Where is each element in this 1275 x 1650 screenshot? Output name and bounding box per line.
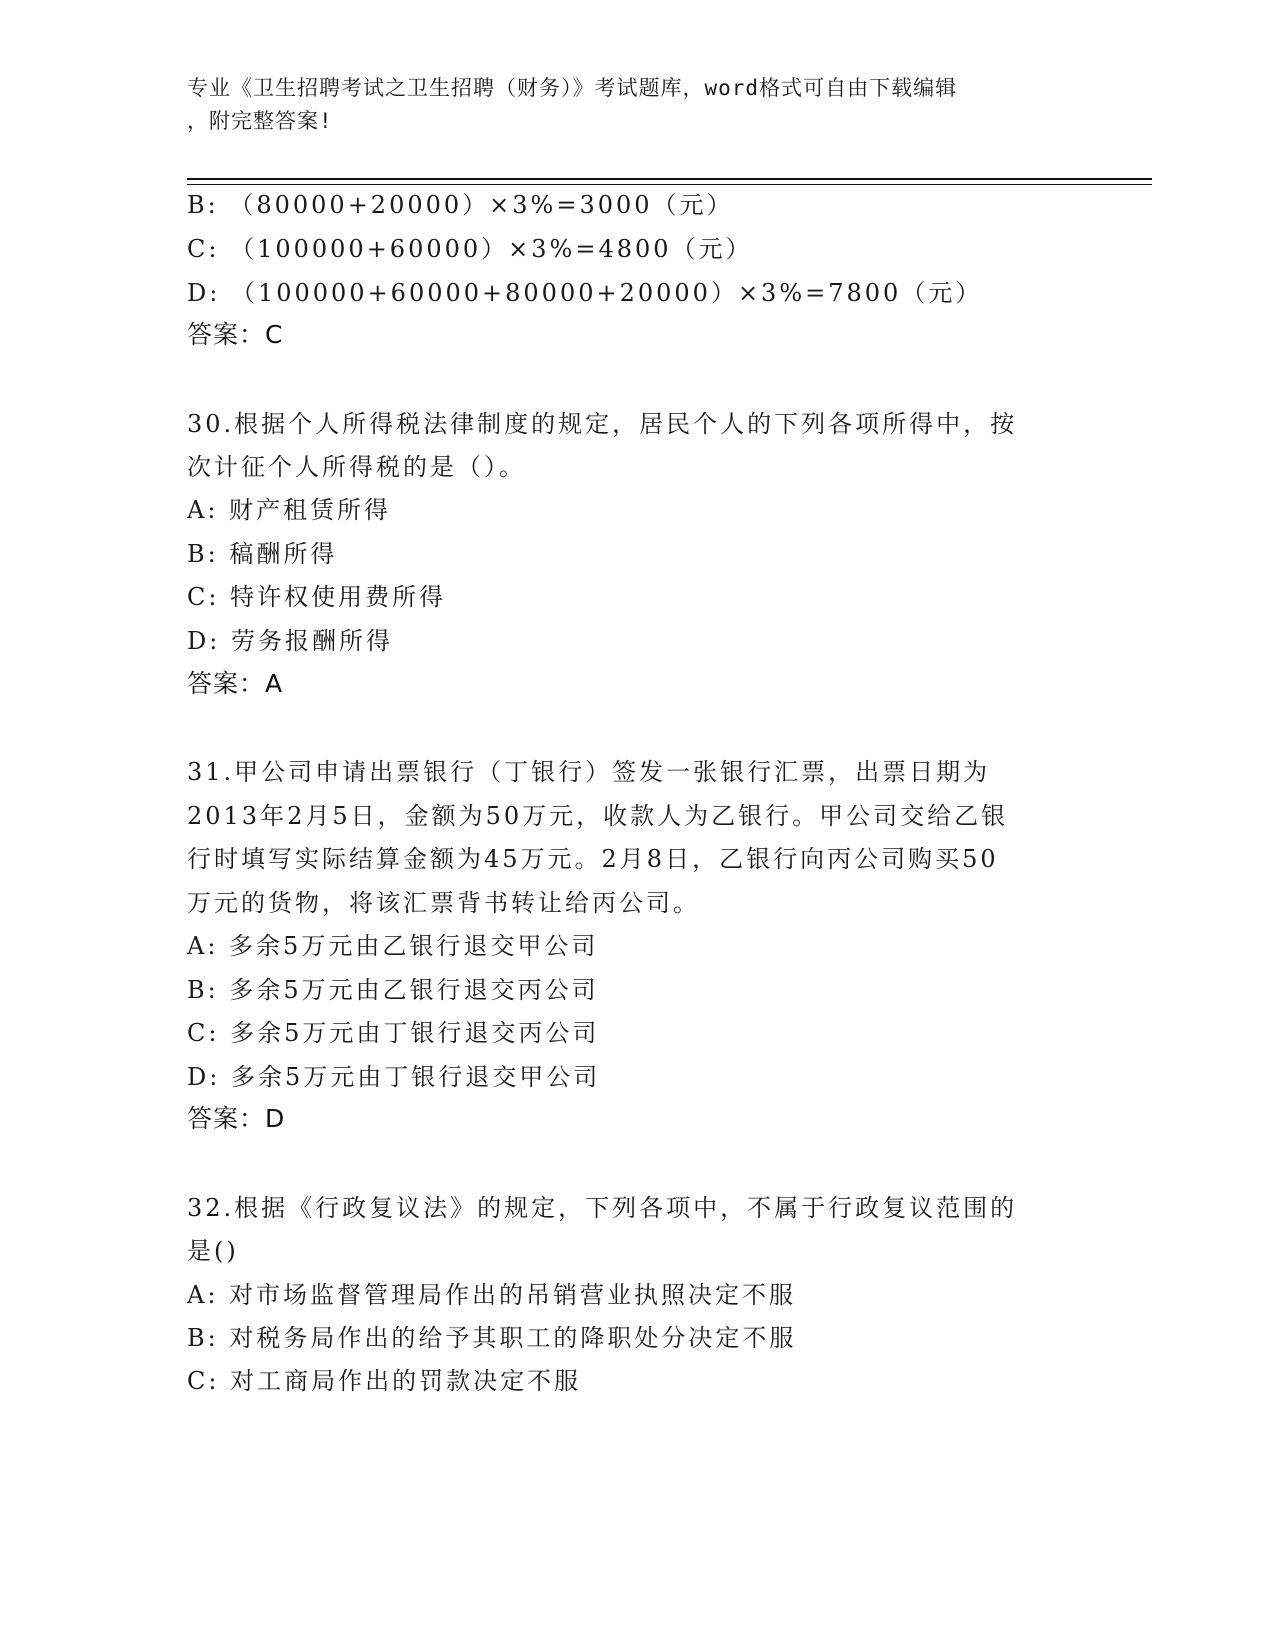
q31-stem-line-4: 万元的货物，将该汇票背书转让给丙公司。	[187, 889, 700, 917]
q30-answer: 答案：A	[187, 669, 284, 698]
q31-stem-line-3: 行时填写实际结算金额为45万元。2月8日，乙银行向丙公司购买50	[187, 845, 999, 873]
q29-option-b: B: （80000+20000）×3%=3000（元）	[187, 191, 734, 219]
q32-option-c: C: 对工商局作出的罚款决定不服	[187, 1367, 582, 1395]
q30-option-a: A: 财产租赁所得	[187, 496, 392, 524]
q29-answer: 答案：C	[187, 320, 284, 349]
q29-option-c: C: （100000+60000）×3%=4800（元）	[187, 235, 753, 263]
q31-option-a: A: 多余5万元由乙银行退交甲公司	[187, 932, 599, 960]
q31-option-c: C: 多余5万元由丁银行退交丙公司	[187, 1019, 600, 1047]
q31-stem-line-2: 2013年2月5日，金额为50万元，收款人为乙银行。甲公司交给乙银	[187, 802, 1009, 830]
header-divider-thick	[187, 178, 1152, 180]
q31-stem-line-1: 31.甲公司申请出票银行（丁银行）签发一张银行汇票，出票日期为	[187, 758, 991, 786]
q32-stem-line-1: 32.根据《行政复议法》的规定，下列各项中，不属于行政复议范围的	[187, 1194, 1018, 1222]
q32-stem-line-2: 是()	[187, 1237, 239, 1265]
document-header	[187, 72, 1067, 138]
q31-option-b: B: 多余5万元由乙银行退交丙公司	[187, 976, 599, 1004]
q30-option-d: D: 劳务报酬所得	[187, 627, 393, 655]
q29-option-d: D: （100000+60000+80000+20000）×3%=7800（元）	[187, 279, 983, 307]
q31-answer: 答案：D	[187, 1104, 286, 1133]
q30-option-c: C: 特许权使用费所得	[187, 583, 447, 611]
header-divider-thin	[187, 184, 1152, 185]
q30-stem-line-1: 30.根据个人所得税法律制度的规定，居民个人的下列各项所得中，按	[187, 410, 1018, 438]
q32-option-b: B: 对税务局作出的给予其职工的降职处分决定不服	[187, 1324, 797, 1352]
q32-option-a: A: 对市场监督管理局作出的吊销营业执照决定不服	[187, 1281, 797, 1309]
q30-option-b: B: 稿酬所得	[187, 540, 338, 568]
header-line-1: 专业《卫生招聘考试之卫生招聘（财务）》考试题库，word格式可自由下载编辑	[187, 76, 958, 100]
header-line-2: ，附完整答案!	[187, 109, 333, 133]
q30-stem-line-2: 次计征个人所得税的是（）。	[187, 453, 526, 481]
q31-option-d: D: 多余5万元由丁银行退交甲公司	[187, 1063, 601, 1091]
